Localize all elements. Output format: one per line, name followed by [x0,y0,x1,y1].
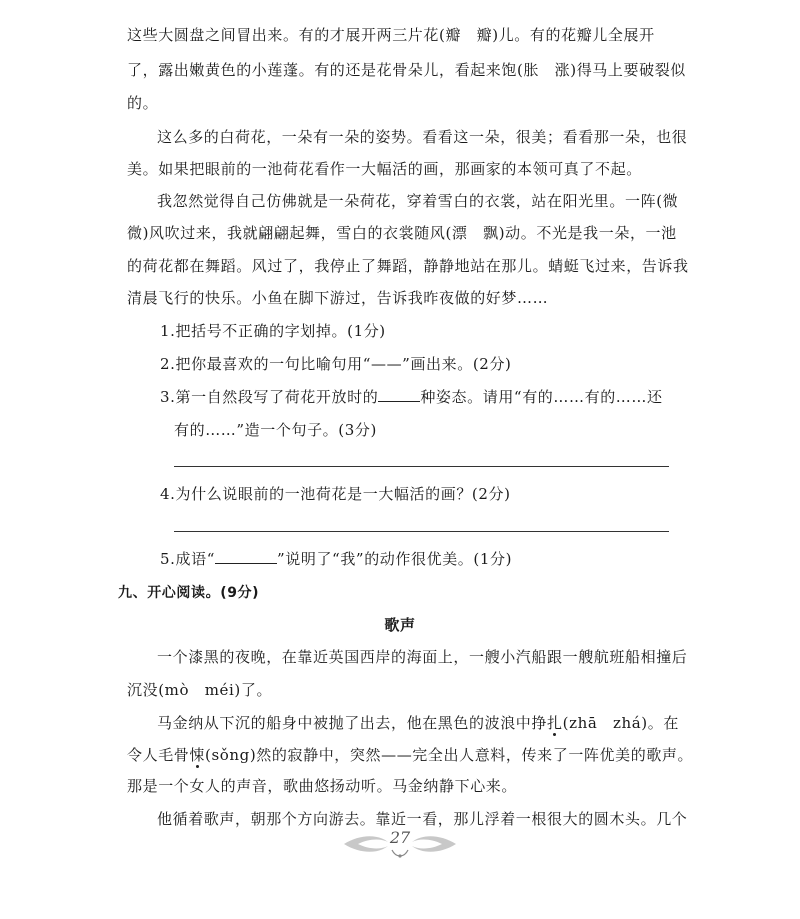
question-5-text-a: 5.成语“ [160,550,215,568]
story-line: 沉没(mò méi)了。 [127,681,273,699]
story-text: (zhā zhá)。在 [562,714,679,732]
passage-line: 我忽然觉得自己仿佛就是一朵荷花，穿着雪白的衣裳，站在阳光里。一阵(微 [157,192,679,210]
story-line: 他循着歌声，朝那个方向游去。靠近一看，那儿浮着一根很大的圆木头。几个 [157,810,688,828]
passage-line: 这么多的白荷花，一朵有一朵的姿势。看看这一朵，很美；看看那一朵，也很 [157,128,688,146]
story-text: 令人毛骨 [127,746,190,764]
passage-line: 的。 [127,94,159,112]
passage-line: 这些大圆盘之间冒出来。有的才展开两三片花(瓣 瓣)儿。有的花瓣儿全展开 [127,26,655,44]
answer-blank[interactable] [378,387,420,402]
passage-line: 的荷花都在舞蹈。风过了，我停止了舞蹈，静静地站在那儿。蜻蜓飞过来，告诉我 [127,257,689,275]
answer-line[interactable] [174,531,669,532]
section-heading: 九、开心阅读。(9分) [118,585,260,601]
dotted-char: 悚 [189,746,206,764]
question-1: 1.把括号不正确的字划掉。(1分) [160,322,386,340]
passage-line: 了，露出嫩黄色的小莲蓬。有的还是花骨朵儿，看起来饱(胀 涨)得马上要破裂似 [127,61,686,79]
question-5-text-b: ”说明了“我”的动作很优美。(1分) [276,550,513,568]
dotted-char: 扎 [547,714,563,732]
question-3 [160,386,663,407]
passage-line: 清晨飞行的快乐。小鱼在脚下游过，告诉我昨夜做的好梦…… [127,289,549,307]
story-text: (sǒng)然的寂静中，突然——完全出人意料，传来了一阵优美的歌声。 [205,746,694,764]
answer-blank[interactable] [215,549,277,564]
question-3-continued: 有的……”造一个句子。(3分) [174,421,377,439]
story-text: 马金纳从下沉的船身中被抛了出去，他在黑色的波浪中挣 [157,714,548,732]
page-number: 27 [389,828,411,847]
story-line [127,744,693,765]
story-line [157,712,679,733]
question-2: 2.把你最喜欢的一句比喻句用“——”画出来。(2分) [160,355,512,373]
question-3-text-a: 3.第一自然段写了荷花开放时的 [160,388,379,406]
passage-line: 美。如果把眼前的一池荷花看作一大幅活的画，那画家的本领可真了不起。 [127,160,642,178]
question-3-text-b: 种姿态。请用“有的……有的……还 [420,388,663,406]
story-line: 那是一个女人的声音，歌曲悠扬动听。马金纳静下心来。 [127,777,518,795]
passage-line: 微)风吹过来，我就翩翩起舞，雪白的衣裳随风(漂 飘)动。不光是我一朵，一池 [127,224,677,242]
story-title: 歌声 [384,616,416,634]
question-5 [160,548,512,569]
question-4: 4.为什么说眼前的一池荷花是一大幅活的画？(2分) [160,485,511,503]
story-line: 一个漆黑的夜晚，在靠近英国西岸的海面上，一艘小汽船跟一艘航班船相撞后 [157,648,688,666]
answer-line[interactable] [174,466,669,467]
